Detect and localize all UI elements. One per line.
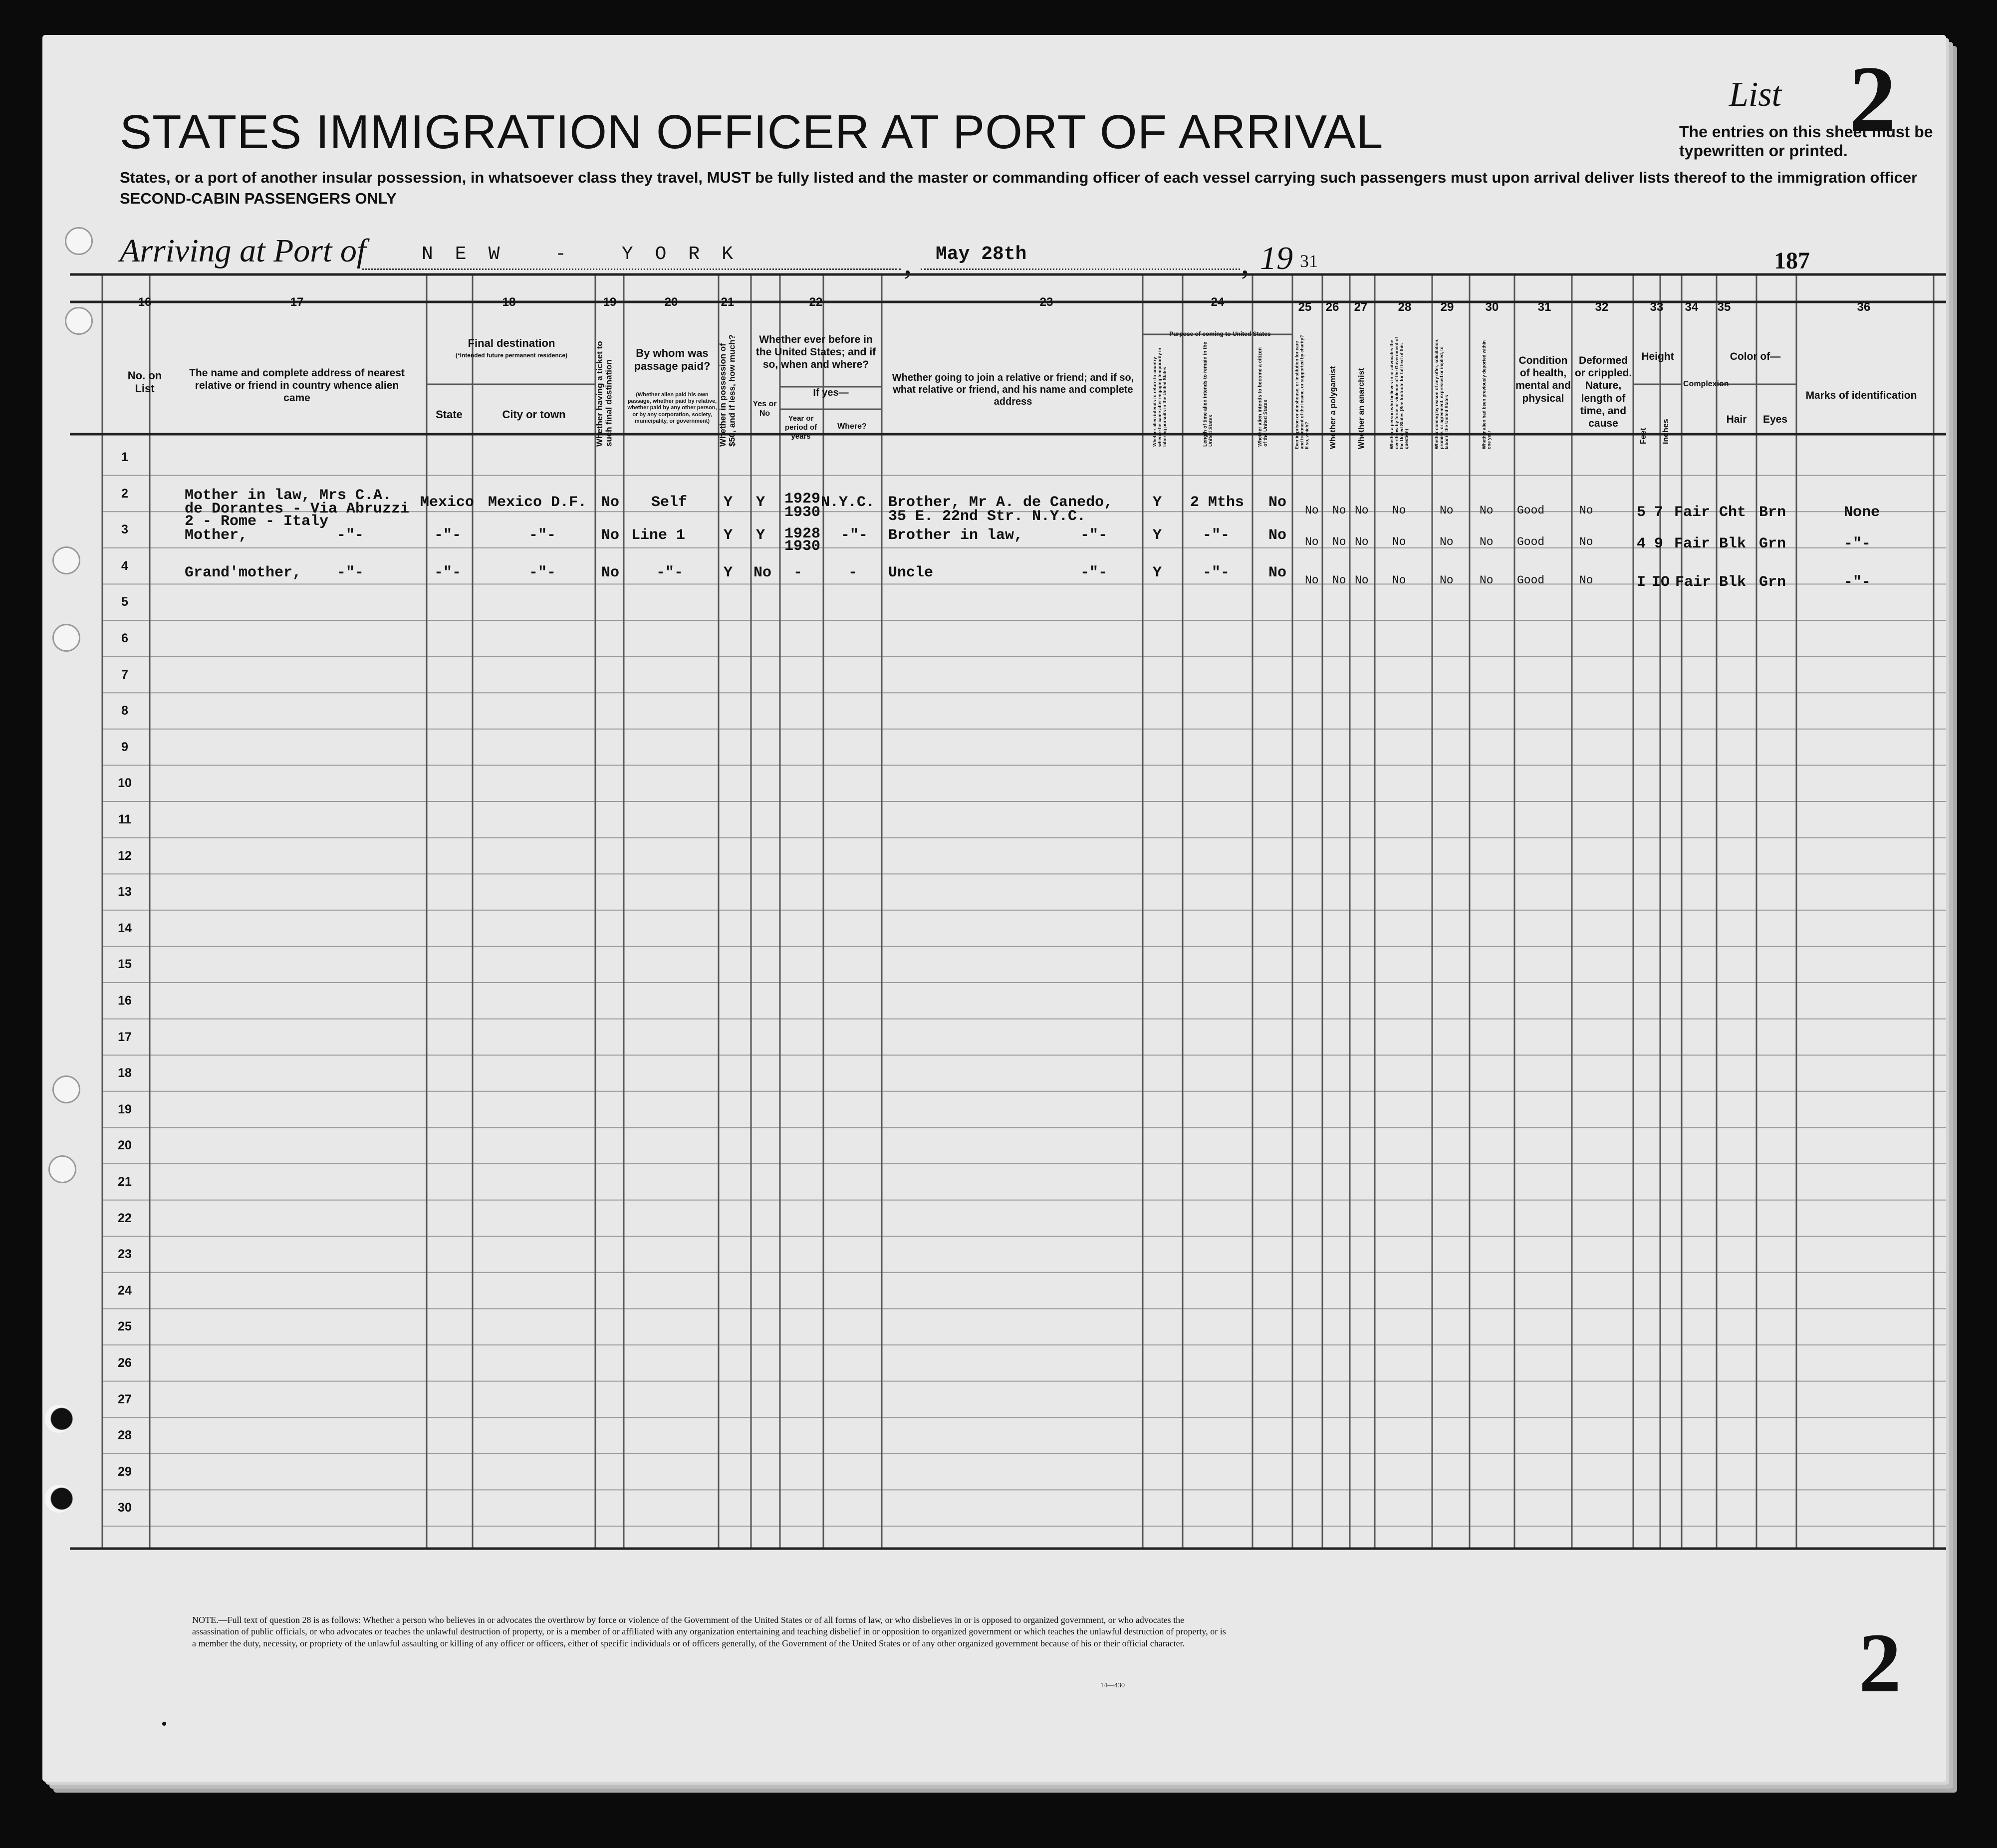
row-number: 25 <box>118 1320 132 1334</box>
header-where: Where? <box>837 422 867 431</box>
before-us: Y <box>756 527 765 544</box>
ink-dot <box>162 1722 166 1726</box>
height-feet: 4 <box>1637 535 1646 552</box>
header-joining: Whether going to join a relative or friend; and if so, what relative or friend, and his name and complete address <box>892 372 1134 407</box>
eye-color: Brn <box>1759 504 1786 521</box>
header-passage-paid: By whom was passage paid? <box>634 347 711 373</box>
header-prison: Ever in prison or almshouse, or institution for care and treatment of the insane, or supported by charity? If so, which? <box>1294 335 1309 449</box>
row-number: 15 <box>118 957 132 972</box>
deformed: No <box>1579 504 1593 517</box>
marks: None <box>1844 504 1880 521</box>
column-number: 25 <box>1298 300 1312 314</box>
header-money: Whether in possession of $50, and if less, how much? <box>718 334 737 447</box>
year-period: 1928 <box>784 526 821 542</box>
joining-address: 35 E. 22nd Str. N.Y.C. <box>888 508 1086 525</box>
anarchist: No <box>1355 574 1369 587</box>
question-29: No <box>1440 574 1454 587</box>
row-number: 21 <box>118 1175 132 1189</box>
row-number: 16 <box>118 994 132 1008</box>
header-health: Condition of health, mental and physical <box>1515 355 1571 404</box>
relative-name: Grand'mother, <box>185 564 302 581</box>
joining-relative: Uncle <box>888 564 934 581</box>
column-number: 20 <box>664 295 678 309</box>
row-number: 18 <box>118 1066 132 1080</box>
deformed: No <box>1579 574 1593 587</box>
polygamist: No <box>1332 504 1346 517</box>
header-color-of: Color of— <box>1730 351 1781 362</box>
header-question-30: Whether alien had been previously deported within one year <box>1482 340 1492 449</box>
relative-name: Mother, <box>185 527 248 544</box>
year-period: - <box>793 564 803 581</box>
purpose-length: 2 Mths <box>1190 494 1245 511</box>
port-label: Arriving at Port of <box>120 233 366 269</box>
complexion: Fair <box>1675 574 1712 591</box>
header-anarchist: Whether an anarchist <box>1357 368 1366 449</box>
relative-address: 2 - Rome - Italy <box>185 513 329 530</box>
manifest-sheet <box>42 35 1946 1782</box>
relative-ditto: -"- <box>337 564 364 581</box>
column-number: 22 <box>809 295 823 309</box>
header-yes-no: Yes or No <box>752 400 777 418</box>
health: Good <box>1517 574 1545 587</box>
comma: , <box>904 245 912 281</box>
ticket: No <box>601 494 620 511</box>
footnote-question-28: NOTE.—Full text of question 28 is as follows: Whether a person who believes in or advocates the overthrow by force or violence of the Government of the United States or of all forms of law, or who disbelieves in or is opposed to organized government, or who advocates the assassination of public officials, or who advocates or teaches the unlawful destruction of property, or is a member of or affiliated with any organization entertaining and teaching disbelief in or opposition to organized government or which teaches the unlawful destruction of property, or is a member the duty, necessity, or propriety of the unlawful assaulting or killing of any officer or officers, either of specific individuals or of officers generally, of the Government of the United States or of any other organized government because of his or their official character. <box>192 1615 1226 1648</box>
purpose-citizen: No <box>1268 564 1287 581</box>
header-purpose-return: Whether alien intends to return to country whence he came after engaging temporarily in laboring pursuits in the United States <box>1152 347 1167 447</box>
marks: -"- <box>1844 535 1871 552</box>
year-suffix: 31 <box>1300 251 1318 271</box>
prison: No <box>1305 504 1319 517</box>
page-title: STATES IMMIGRATION OFFICER AT PORT OF ARRIVAL <box>120 105 1384 159</box>
year-period: 1930 <box>784 504 821 521</box>
destination-state: -"- <box>434 527 462 544</box>
purpose-return: Y <box>1153 564 1162 581</box>
row-number: 20 <box>118 1138 132 1153</box>
header-height: Height <box>1641 351 1674 362</box>
sheet-number: 2 <box>1859 1616 1901 1710</box>
column-number: 23 <box>1039 295 1053 309</box>
row-number: 14 <box>118 921 132 935</box>
header-passage-paid-note: (Whether alien paid his own passage, whether paid by relative, whether paid by any other person, or by any corporation, society, municipality, or government) <box>627 392 717 424</box>
height-inches: IO <box>1652 574 1670 591</box>
where: N.Y.C. <box>821 494 875 511</box>
complexion: Fair <box>1674 504 1711 521</box>
row-number: 2 <box>121 486 128 501</box>
row-number: 1 <box>121 450 128 464</box>
header-final-destination: Final destination <box>468 337 555 349</box>
purpose-citizen: No <box>1268 494 1287 511</box>
row-number: 12 <box>118 848 132 863</box>
destination-city: Mexico D.F. <box>488 494 587 511</box>
height-inches: 7 <box>1654 504 1664 521</box>
prison: No <box>1305 535 1319 548</box>
header-final-destination-note: (*Intended future permanent residence) <box>455 352 568 359</box>
row-number: 30 <box>118 1501 132 1515</box>
purpose-length: -"- <box>1203 527 1230 544</box>
hair-color: Blk <box>1719 535 1747 552</box>
question-29: No <box>1440 504 1454 517</box>
row-number: 26 <box>118 1356 132 1370</box>
subtitle-instructions: States, or a port of another insular possession, in whatsoever class they travel, MUST be fully listed and the master or commanding officer of each vessel carrying such passengers must upon arrival deliver lists thereof to the immigration officer <box>120 169 1918 186</box>
header-purpose-length: Length of time alien intends to remain in the United States <box>1203 341 1214 447</box>
form-code: 14—430 <box>1100 1682 1125 1689</box>
complexion: Fair <box>1674 535 1711 552</box>
header-purpose: Purpose of coming to United States <box>1169 330 1271 337</box>
question-28: No <box>1392 504 1406 517</box>
polygamist: No <box>1332 535 1346 548</box>
joining-relative: Brother in law, <box>888 527 1023 544</box>
header-deformed: Deformed or crippled. Nature, length of time, and cause <box>1574 355 1632 429</box>
eye-color: Grn <box>1759 574 1786 591</box>
list-note: The entries on this sheet must be typewritten or printed. <box>1679 123 1933 160</box>
eye-color: Grn <box>1759 535 1786 552</box>
relative-name: Mother in law, Mrs C.A. <box>185 487 392 504</box>
row-number: 5 <box>121 595 128 609</box>
row-number: 11 <box>118 812 132 826</box>
height-inches: 9 <box>1654 535 1664 552</box>
header-purpose-citizen: Whether alien intends to become a citizen of the United States <box>1257 347 1268 447</box>
column-number: 35 <box>1717 300 1731 314</box>
page-reference: 187 <box>1774 248 1810 274</box>
column-number: 28 <box>1398 300 1412 314</box>
purpose-citizen: No <box>1268 527 1287 544</box>
row-number: 22 <box>118 1211 132 1225</box>
destination-state: -"- <box>434 564 462 581</box>
column-number: 30 <box>1485 300 1499 314</box>
column-number: 31 <box>1537 300 1551 314</box>
column-number: 27 <box>1354 300 1368 314</box>
row-number: 17 <box>118 1030 132 1044</box>
year-period: 1930 <box>784 538 821 555</box>
column-number: 17 <box>290 295 304 309</box>
row-number: 28 <box>118 1428 132 1443</box>
before-us: Y <box>756 494 765 511</box>
where: - <box>848 564 858 581</box>
question-30: No <box>1480 504 1494 517</box>
passage-paid: Line 1 <box>631 527 686 544</box>
header-ticket: Whether having a ticket to such final destination <box>595 341 614 447</box>
relative-address: de Dorantes - Via Abruzzi <box>185 501 410 518</box>
joining-ditto: -"- <box>1080 527 1108 544</box>
column-number: 34 <box>1685 300 1699 314</box>
row-number: 19 <box>118 1102 132 1116</box>
header-relative: The name and complete address of nearest relative or friend in country whence alien came <box>189 367 405 404</box>
height-feet: 5 <box>1637 504 1646 521</box>
column-number: 33 <box>1650 300 1664 314</box>
money: Y <box>724 564 733 581</box>
header-complexion: Complexion <box>1683 380 1729 388</box>
question-30: No <box>1480 535 1494 548</box>
anarchist: No <box>1355 504 1369 517</box>
ticket: No <box>601 527 620 544</box>
relative-ditto: -"- <box>337 527 364 544</box>
money: Y <box>724 527 733 544</box>
row-number: 8 <box>121 704 128 718</box>
column-number: 19 <box>603 295 617 309</box>
row-number: 29 <box>118 1464 132 1479</box>
header-if-yes: If yes— <box>813 387 849 398</box>
money: Y <box>724 494 733 511</box>
header-eyes: Eyes <box>1762 414 1788 425</box>
row-number: 23 <box>118 1247 132 1262</box>
joining-relative: Brother, Mr A. de Canedo, <box>888 494 1113 511</box>
subtitle-class: SECOND-CABIN PASSENGERS ONLY <box>120 190 397 207</box>
list-number: 2 <box>1849 47 1896 152</box>
question-28: No <box>1392 535 1406 548</box>
table-grid <box>42 35 1946 1782</box>
hair-color: Cht <box>1719 504 1747 521</box>
passage-paid: -"- <box>656 564 684 581</box>
row-number: 7 <box>121 667 128 682</box>
row-number: 27 <box>118 1392 132 1406</box>
deformed: No <box>1579 535 1593 548</box>
purpose-length: -"- <box>1203 564 1230 581</box>
column-number: 18 <box>502 295 516 309</box>
row-number: 13 <box>118 885 132 899</box>
destination-state: Mexico <box>420 494 475 511</box>
header-hair: Hair <box>1726 414 1747 425</box>
header-state: State <box>436 408 463 421</box>
column-number: 26 <box>1325 300 1339 314</box>
header-marks: Marks of identification <box>1805 390 1917 401</box>
height-feet: I <box>1637 574 1646 591</box>
ticket: No <box>601 564 620 581</box>
hair-color: Blk <box>1719 574 1747 591</box>
header-inches: Inches <box>1662 419 1670 444</box>
column-number: 24 <box>1211 295 1225 309</box>
list-label: List <box>1729 75 1782 114</box>
column-number: 29 <box>1440 300 1454 314</box>
anarchist: No <box>1355 535 1369 548</box>
before-us: No <box>753 564 772 581</box>
header-year-period: Year or period of years <box>784 414 817 441</box>
row-number: 9 <box>121 740 128 754</box>
question-29: No <box>1440 535 1454 548</box>
purpose-return: Y <box>1153 527 1162 544</box>
marks: -"- <box>1844 574 1871 591</box>
column-number: 16 <box>138 295 152 309</box>
row-number: 10 <box>118 776 132 791</box>
arrival-date: May 28th <box>936 244 1027 265</box>
row-number: 4 <box>121 558 128 573</box>
column-number: 36 <box>1857 300 1871 314</box>
header-polygamist: Whether a polygamist <box>1329 366 1337 449</box>
row-number: 24 <box>118 1283 132 1298</box>
destination-city: -"- <box>529 564 556 581</box>
comma: , <box>1241 245 1249 281</box>
column-number: 32 <box>1595 300 1609 314</box>
header-question-29: Whether coming by reason of any offer, solicitation, promise, or agreement, expressed or implied, to labor in the United States <box>1434 338 1449 449</box>
purpose-return: Y <box>1153 494 1162 511</box>
header-no-on-list: No. on List <box>127 369 162 395</box>
port-value: NEW - YORK <box>422 244 755 265</box>
header-feet: Feet <box>1639 428 1648 444</box>
header-before-us: Whether ever before in the United States; and if so, when and where? <box>755 334 876 371</box>
destination-city: -"- <box>529 527 556 544</box>
polygamist: No <box>1332 574 1346 587</box>
joining-ditto: -"- <box>1080 564 1108 581</box>
health: Good <box>1517 504 1545 517</box>
prison: No <box>1305 574 1319 587</box>
passage-paid: Self <box>651 494 688 511</box>
header-city: City or town <box>502 408 566 421</box>
column-number: 21 <box>721 295 735 309</box>
year-period: 1929 <box>784 491 821 508</box>
question-28: No <box>1392 574 1406 587</box>
row-number: 3 <box>121 523 128 537</box>
health: Good <box>1517 535 1545 548</box>
where: -"- <box>841 527 868 544</box>
row-number: 6 <box>121 631 128 645</box>
year-prefix: 19 <box>1260 240 1293 276</box>
header-question-28: Whether a person who believes in or advocates the overthrow by force or violence of the Government of the United States (See footnote for full text of this question) <box>1389 337 1409 449</box>
question-30: No <box>1480 574 1494 587</box>
